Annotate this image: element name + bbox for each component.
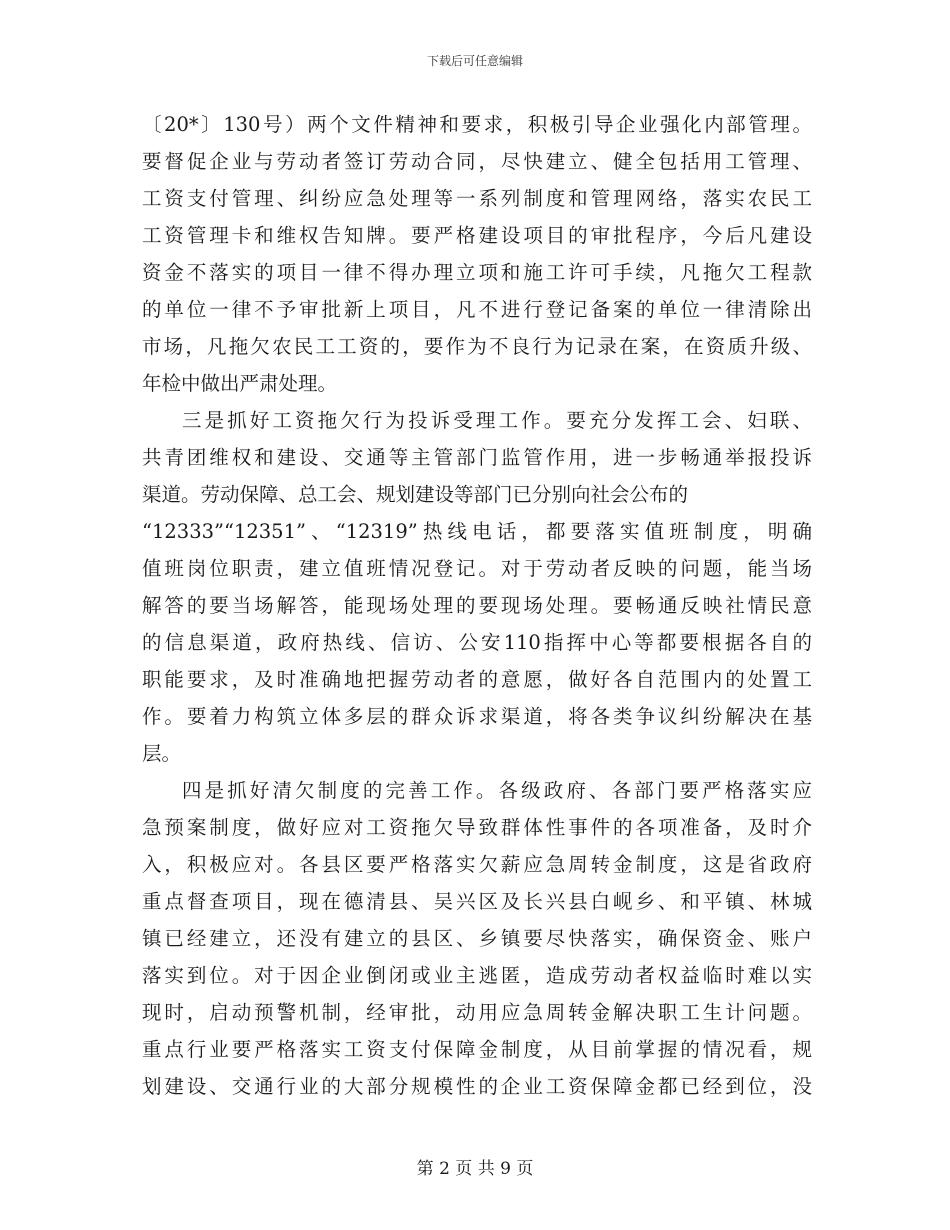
paragraph-start-line: 三是抓好工资拖欠行为投诉受理工作。要充分发挥工会、妇联、 xyxy=(182,409,812,432)
paragraph-start-line: 四是抓好清欠制度的完善工作。各级政府、各部门要严格落实应 xyxy=(182,779,812,802)
text-line: 共青团维权和建设、交通等主管部门监管作用，进一步畅通举报投诉 xyxy=(142,446,812,469)
text-line: 资金不落实的项目一律不得办理立项和施工许可手续，凡拖欠工程款 xyxy=(142,261,812,284)
text-line: 现时，启动预警机制，经审批，动用应急周转金解决职工生计问题。 xyxy=(142,1001,812,1024)
document-body xyxy=(142,106,812,1105)
text-line: 急预案制度，做好应对工资拖欠导致群体性事件的各项准备，及时介 xyxy=(142,816,812,839)
text-line: 层。 xyxy=(142,742,182,765)
text-line: 市场，凡拖欠农民工工资的，要作为不良行为记录在案，在资质升级、 xyxy=(142,335,812,358)
text-line: 划建设、交通行业的大部分规模性的企业工资保障金都已经到位，没 xyxy=(142,1075,812,1098)
text-line: 重点行业要严格落实工资支付保障金制度，从目前掌握的情况看，规 xyxy=(142,1038,812,1061)
text-line: 职能要求，及时准确地把握劳动者的意愿，做好各自范围内的处置工 xyxy=(142,668,812,691)
page-number-footer: 第 2 页 共 9 页 xyxy=(416,1159,534,1179)
text-line: 镇已经建立，还没有建立的县区、乡镇要尽快落实，确保资金、账户 xyxy=(142,927,812,950)
text-line: 的信息渠道，政府热线、信访、公安110指挥中心等都要根据各自的 xyxy=(142,631,812,654)
text-line: 入，积极应对。各县区要严格落实欠薪应急周转金制度，这是省政府 xyxy=(142,853,812,876)
text-line: 工资支付管理、纠纷应急处理等一系列制度和管理网络，落实农民工 xyxy=(142,187,812,210)
text-line: 作。要着力构筑立体多层的群众诉求渠道，将各类争议纠纷解决在基 xyxy=(142,705,812,728)
page-header-note: 下载后可任意编辑 xyxy=(426,54,523,68)
text-line: 渠道。劳动保障、总工会、规划建设等部门已分别向社会公布的 xyxy=(142,483,689,506)
text-line: “12333”“12351”、“12319”热线电话，都要落实值班制度，明确 xyxy=(142,520,812,543)
text-line: 年检中做出严肃处理。 xyxy=(142,372,338,395)
text-line: 重点督查项目，现在德清县、吴兴区及长兴县白岘乡、和平镇、林城 xyxy=(142,890,812,913)
text-line: 要督促企业与劳动者签订劳动合同，尽快建立、健全包括用工管理、 xyxy=(142,150,812,173)
text-line: 的单位一律不予审批新上项目，凡不进行登记备案的单位一律清除出 xyxy=(142,298,812,321)
text-line: 工资管理卡和维权告知牌。要严格建设项目的审批程序，今后凡建设 xyxy=(142,224,812,247)
text-line: 解答的要当场解答，能现场处理的要现场处理。要畅通反映社情民意 xyxy=(142,594,812,617)
text-line: 落实到位。对于因企业倒闭或业主逃匿，造成劳动者权益临时难以实 xyxy=(142,964,812,987)
text-line: 值班岗位职责，建立值班情况登记。对于劳动者反映的问题，能当场 xyxy=(142,557,812,580)
text-line: 〔20*〕130号）两个文件精神和要求，积极引导企业强化内部管理。 xyxy=(142,113,812,136)
